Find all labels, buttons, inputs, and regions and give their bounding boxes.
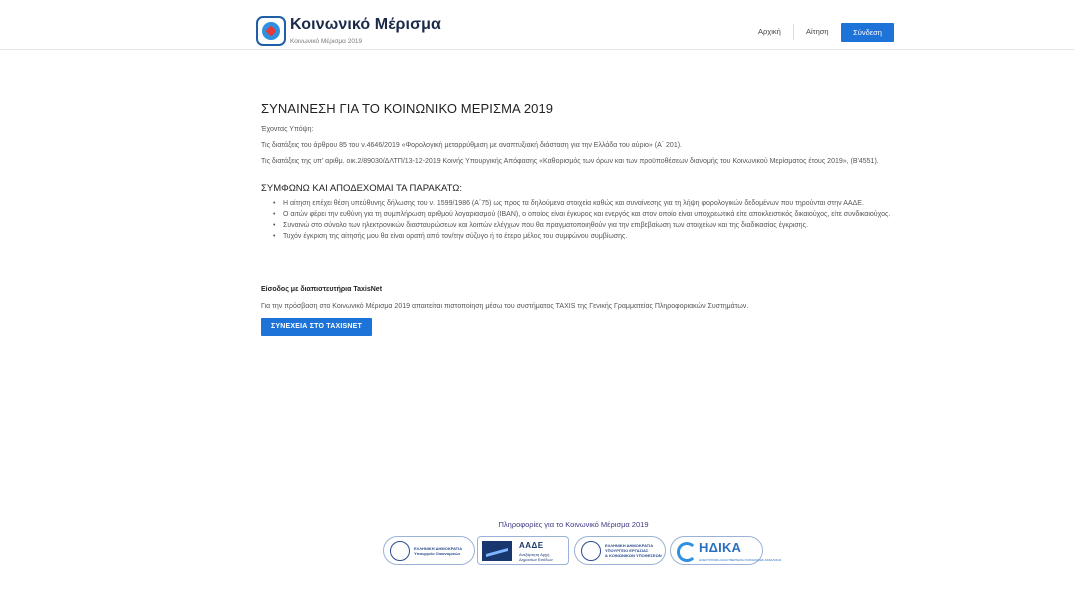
- provision-2: Τις διατάξεις της υπ' αριθμ. οικ.2/89030/ΔΛΤΠ/13-12-2019 Κοινής Υπουργικής Απόφασης «Καθορισμός των όρων και των προϋποθέσεων διανομής του Κοινωνικού Μερίσματος έτους 2019», (Β'4551).: [261, 158, 879, 165]
- logo-line: Δημοσίων Εσόδων: [519, 557, 553, 562]
- provision-1: Τις διατάξεις του άρθρου 85 του ν.4646/2019 «Φορολογική μεταρρύθμιση με αναπτυξιακή διάσταση για την Ελλάδα του αύριο» (Α΄ 201).: [261, 142, 682, 149]
- list-item: • Η αίτηση επέχει θέση υπεύθυνης δήλωσης του ν. 1599/1986 (Α΄75) ως προς τα δηλούμενα στοιχεία καθώς και συναίνεσης για τη λήψη φορολογικών δεδομένων που τηρούνται στην ΑΑΔΕ.: [273, 199, 899, 209]
- logo-line: & ΚΟΙΝΩΝΙΚΩΝ ΥΠΟΘΕΣΕΩΝ: [605, 553, 662, 558]
- nav-home-link[interactable]: Αρχική: [758, 27, 781, 36]
- logo-line: ΕΛΛΗΝΙΚΗ ΔΗΜΟΚΡΑΤΙΑ: [605, 543, 654, 548]
- aade-logo[interactable]: [477, 536, 569, 565]
- idika-subtitle: ΗΛΕΚΤΡΟΝΙΚΗ ΔΙΑΚΥΒΕΡΝΗΣΗ ΚΟΙΝΩΝΙΚΗΣ ΑΣΦΑΛΙΣΗΣ: [699, 558, 782, 562]
- page-title: ΣΥΝΑΙΝΕΣΗ ΓΙΑ ΤΟ ΚΟΙΝΩΝΙΚΟ ΜΕΡΙΣΜΑ 2019: [261, 101, 554, 116]
- taxisnet-description: Για την πρόσβαση στο Κοινωνικό Μέρισμα 2019 απαιτείται πιστοποίηση μέσω του συστήματος TAXIS της Γενικής Γραμματείας Πληροφοριακών Συστημάτων.: [261, 303, 749, 310]
- terms-list: [273, 199, 899, 243]
- brand-logo-icon[interactable]: [256, 16, 286, 46]
- considering-label: Έχοντας Υπόψη:: [261, 126, 314, 133]
- hellenic-republic-logo[interactable]: [383, 536, 475, 565]
- logo-line: ΕΛΛΗΝΙΚΗ ΔΗΜΟΚΡΑΤΙΑ: [414, 546, 463, 551]
- brand-subtitle: Κοινωνικό Μέρισμα 2019: [290, 38, 363, 45]
- brand-title[interactable]: Κοινωνικό Μέρισμα: [290, 16, 441, 33]
- agree-heading: ΣΥΜΦΩΝΩ ΚΑΙ ΑΠΟΔΕΧΟΜΑΙ ΤΑ ΠΑΡΑΚΑΤΩ:: [261, 183, 463, 194]
- crest-icon: [581, 541, 601, 561]
- crest-icon: [390, 541, 410, 561]
- taxisnet-heading: Είσοδος με διαπιστευτήρια TaxisNet: [261, 286, 383, 293]
- ministry-labour-logo[interactable]: [574, 536, 666, 565]
- logo-line: ΥΠΟΥΡΓΕΙΟ ΕΡΓΑΣΙΑΣ: [605, 548, 649, 553]
- logo-line: Υπουργείο Οικονομικών: [414, 551, 461, 556]
- taxisnet-continue-button[interactable]: ΣΥΝΕΧΕΙΑ ΣΤΟ TAXISNET: [261, 318, 372, 336]
- list-item: • Ο αιτών φέρει την ευθύνη για τη συμπλήρωση αριθμού λογαριασμού (IBAN), ο οποίος είναι έγκυρος και ενεργός και στον οποίο είναι υποχρεωτικά είτε αποκλειστικός δικαιούχος, είτε συνδικαιούχος.: [273, 210, 899, 220]
- list-item: • Τυχόν έγκριση της αίτησής μου θα είναι ορατή από τον/την σύζυγο ή το έτερο μέλος του συμφώνου συμβίωσης.: [273, 232, 899, 242]
- aade-mark-icon: [482, 541, 512, 561]
- logo-line: Ανεξάρτητη Αρχή: [519, 552, 550, 557]
- nav-application-link[interactable]: Αίτηση: [806, 27, 829, 36]
- idika-logo[interactable]: [670, 536, 782, 565]
- info-link[interactable]: Πληροφορίες για το Κοινωνικό Μέρισμα 2019: [498, 520, 649, 529]
- idika-title: ΗΔΙΚΑ: [699, 540, 742, 555]
- nav-divider: [793, 24, 794, 40]
- list-item: • Συναινώ στο σύνολο των ηλεκτρονικών διασταυρώσεων και λοιπών ελέγχων που θα πραγματοποιηθούν για την επιβεβαίωση των στοιχείων και της διαδικασίας έγκρισης.: [273, 221, 899, 231]
- aade-title: ΑΑΔΕ: [519, 541, 544, 550]
- idika-swirl-icon: [677, 542, 697, 562]
- top-header: [0, 0, 1074, 50]
- login-button[interactable]: Σύνδεση: [841, 23, 894, 42]
